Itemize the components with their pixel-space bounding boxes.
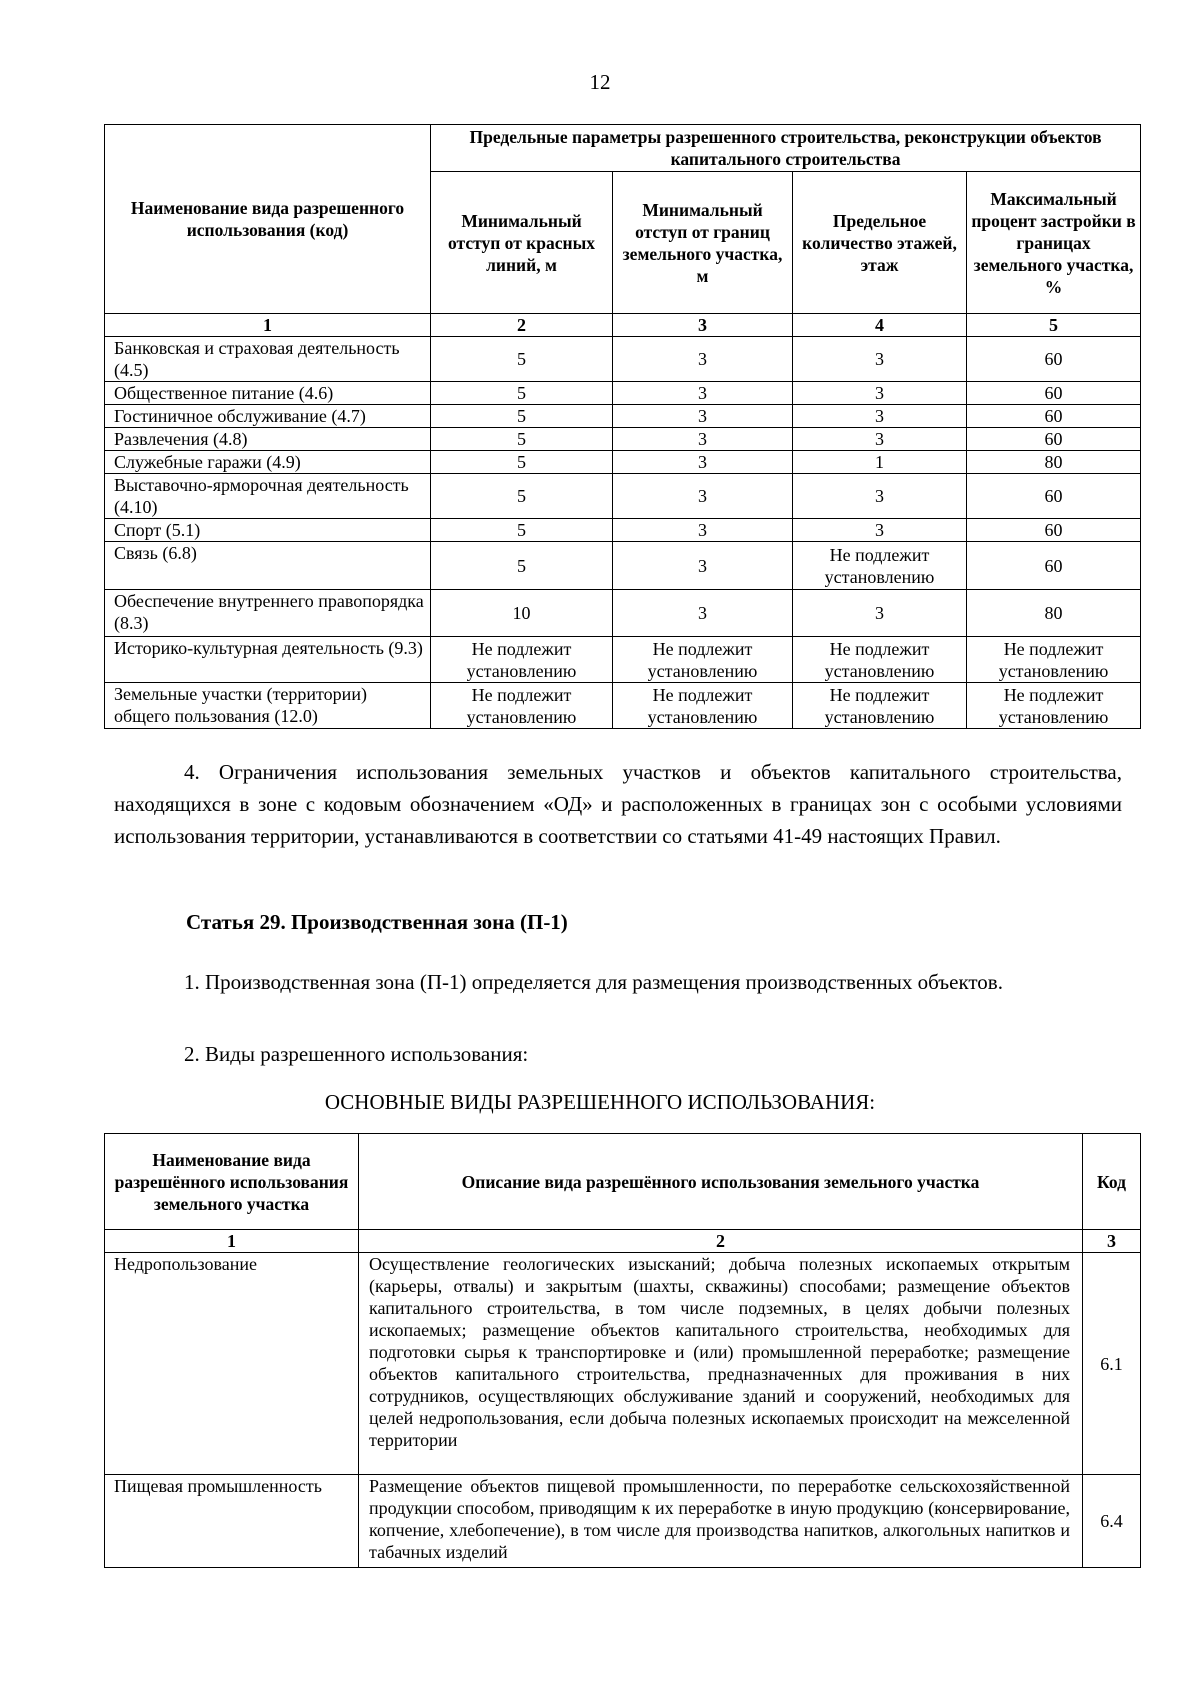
t1-header-coverage: Максимальный процент застройки в границах земельного участка, % [967,172,1141,314]
t2-use-name: Пищевая промышленность [105,1475,359,1568]
table-row [105,451,1141,474]
table-row [105,428,1141,451]
t1-plot-borders-value: 3 [613,405,793,428]
t1-coverage-value: 60 [967,474,1141,519]
t1-floors-value: 3 [793,428,967,451]
t1-header-group: Предельные параметры разрешенного строительства, реконструкции объектов капитального строительства [431,125,1141,172]
t1-floors-value: 3 [793,590,967,637]
t1-plot-borders-value: 3 [613,519,793,542]
table-row [105,542,1141,590]
table-row [105,1253,1141,1475]
page-number: 12 [589,70,611,94]
t1-coverage-value: 60 [967,405,1141,428]
t1-header-name: Наименование вида разрешенного использования (код) [105,125,431,314]
t1-use-name: Служебные гаражи (4.9) [105,451,431,474]
t1-coverage-value: 80 [967,451,1141,474]
t1-column-numbers [105,314,1141,337]
t2-use-description: Размещение объектов пищевой промышленности, по переработке сельскохозяйственной продукции способом, приводящим к их переработке в иную продукцию (консервирование, копчение, хлебопечение), в том числе для производства напитков, алкогольных напитков и табачных изделий [359,1475,1083,1568]
t2-colnum: 3 [1083,1230,1141,1253]
t1-red-lines-value: 5 [431,382,613,405]
t1-floors-value: Не подлежит установлению [793,637,967,683]
t1-floors-value: Не подлежит установлению [793,542,967,590]
t1-red-lines-value: 10 [431,590,613,637]
t2-column-numbers [105,1230,1141,1253]
building-parameters-table [104,124,1141,729]
t1-use-name: Банковская и страховая деятельность (4.5) [105,337,431,382]
t1-red-lines-value: 5 [431,405,613,428]
t2-colnum: 1 [105,1230,359,1253]
t1-use-name: Земельные участки (территории) общего пользования (12.0) [105,683,431,729]
t1-coverage-value: Не подлежит установлению [967,683,1141,729]
t1-colnum: 2 [431,314,613,337]
t2-header-name: Наименование вида разрешённого использования земельного участка [105,1134,359,1230]
t1-header-plot-borders: Минимальный отступ от границ земельного участка, м [613,172,793,314]
t1-use-name: Развлечения (4.8) [105,428,431,451]
t1-red-lines-value: Не подлежит установлению [431,683,613,729]
paragraph-zone-definition: 1. Производственная зона (П-1) определяется для размещения производственных объектов. [184,970,1003,994]
t1-use-name: Связь (6.8) [105,542,431,590]
article-heading: Статья 29. Производственная зона (П-1) [186,910,568,934]
t1-floors-value: 3 [793,337,967,382]
t1-coverage-value: 60 [967,519,1141,542]
t1-coverage-value: Не подлежит установлению [967,637,1141,683]
t1-plot-borders-value: 3 [613,542,793,590]
t1-plot-borders-value: Не подлежит установлению [613,683,793,729]
table-row [105,474,1141,519]
t1-plot-borders-value: 3 [613,590,793,637]
table-row [105,637,1141,683]
t1-plot-borders-value: 3 [613,451,793,474]
t1-use-name: Обеспечение внутреннего правопорядка (8.3) [105,590,431,637]
t1-coverage-value: 80 [967,590,1141,637]
t1-red-lines-value: 5 [431,542,613,590]
t2-use-description: Осуществление геологических изысканий; добыча полезных ископаемых открытым (карьеры, отвалы) и закрытым (шахты, скважины) способами; размещение объектов капитального строительства, в том числе подземных, в целях добычи полезных ископаемых; размещение объектов капитального строительства, необходимых для подготовки сырья к транспортировке и (или) промышленной переработке; размещение объектов капитального строительства, предназначенных для проживания в них сотрудников, осуществляющих обслуживание зданий и сооружений, необходимых для целей недропользования, если добыча полезных ископаемых происходит на межселенной территории [359,1253,1083,1475]
t2-colnum: 2 [359,1230,1083,1253]
table-row [105,405,1141,428]
t1-colnum: 1 [105,314,431,337]
t1-use-name: Выставочно-ярморочная деятельность (4.10) [105,474,431,519]
t1-use-name: Гостиничное обслуживание (4.7) [105,405,431,428]
section-title: ОСНОВНЫЕ ВИДЫ РАЗРЕШЕННОГО ИСПОЛЬЗОВАНИЯ: [324,1090,876,1114]
t1-colnum: 5 [967,314,1141,337]
t1-plot-borders-value: Не подлежит установлению [613,637,793,683]
t1-coverage-value: 60 [967,337,1141,382]
t1-plot-borders-value: 3 [613,474,793,519]
t1-coverage-value: 60 [967,428,1141,451]
t2-header-description: Описание вида разрешённого использования земельного участка [359,1134,1083,1230]
t1-plot-borders-value: 3 [613,382,793,405]
t1-floors-value: 1 [793,451,967,474]
t2-header-code: Код [1083,1134,1141,1230]
t1-red-lines-value: 5 [431,337,613,382]
t1-plot-borders-value: 3 [613,428,793,451]
t2-use-code: 6.1 [1083,1253,1141,1475]
t1-floors-value: 3 [793,474,967,519]
t1-red-lines-value: Не подлежит установлению [431,637,613,683]
t2-use-name: Недропользование [105,1253,359,1475]
t1-colnum: 3 [613,314,793,337]
table-row [105,382,1141,405]
t1-coverage-value: 60 [967,382,1141,405]
paragraph-permitted-uses: 2. Виды разрешенного использования: [184,1042,529,1066]
table-row [105,590,1141,637]
paragraph-restrictions: 4. Ограничения использования земельных участков и объектов капитального строительства, находящихся в зоне с кодовым обозначением «ОД» и расположенных в границах зон с особыми условиями использования территории, устанавливаются в соответствии со статьями 41-49 настоящих Правил. [114,760,1122,848]
t1-header-floors: Предельное количество этажей, этаж [793,172,967,314]
t1-colnum: 4 [793,314,967,337]
table-row [105,519,1141,542]
t1-red-lines-value: 5 [431,474,613,519]
table-row [105,683,1141,729]
t1-use-name: Общественное питание (4.6) [105,382,431,405]
t1-header-red-lines: Минимальный отступ от красных линий, м [431,172,613,314]
t1-coverage-value: 60 [967,542,1141,590]
t1-floors-value: 3 [793,405,967,428]
table-row [105,337,1141,382]
t1-floors-value: Не подлежит установлению [793,683,967,729]
t1-floors-value: 3 [793,519,967,542]
permitted-uses-table [104,1133,1141,1568]
t1-red-lines-value: 5 [431,519,613,542]
t1-use-name: Историко-культурная деятельность (9.3) [105,637,431,683]
t1-plot-borders-value: 3 [613,337,793,382]
t1-red-lines-value: 5 [431,451,613,474]
t1-red-lines-value: 5 [431,428,613,451]
t2-use-code: 6.4 [1083,1475,1141,1568]
t1-floors-value: 3 [793,382,967,405]
t1-use-name: Спорт (5.1) [105,519,431,542]
table-row [105,1475,1141,1568]
